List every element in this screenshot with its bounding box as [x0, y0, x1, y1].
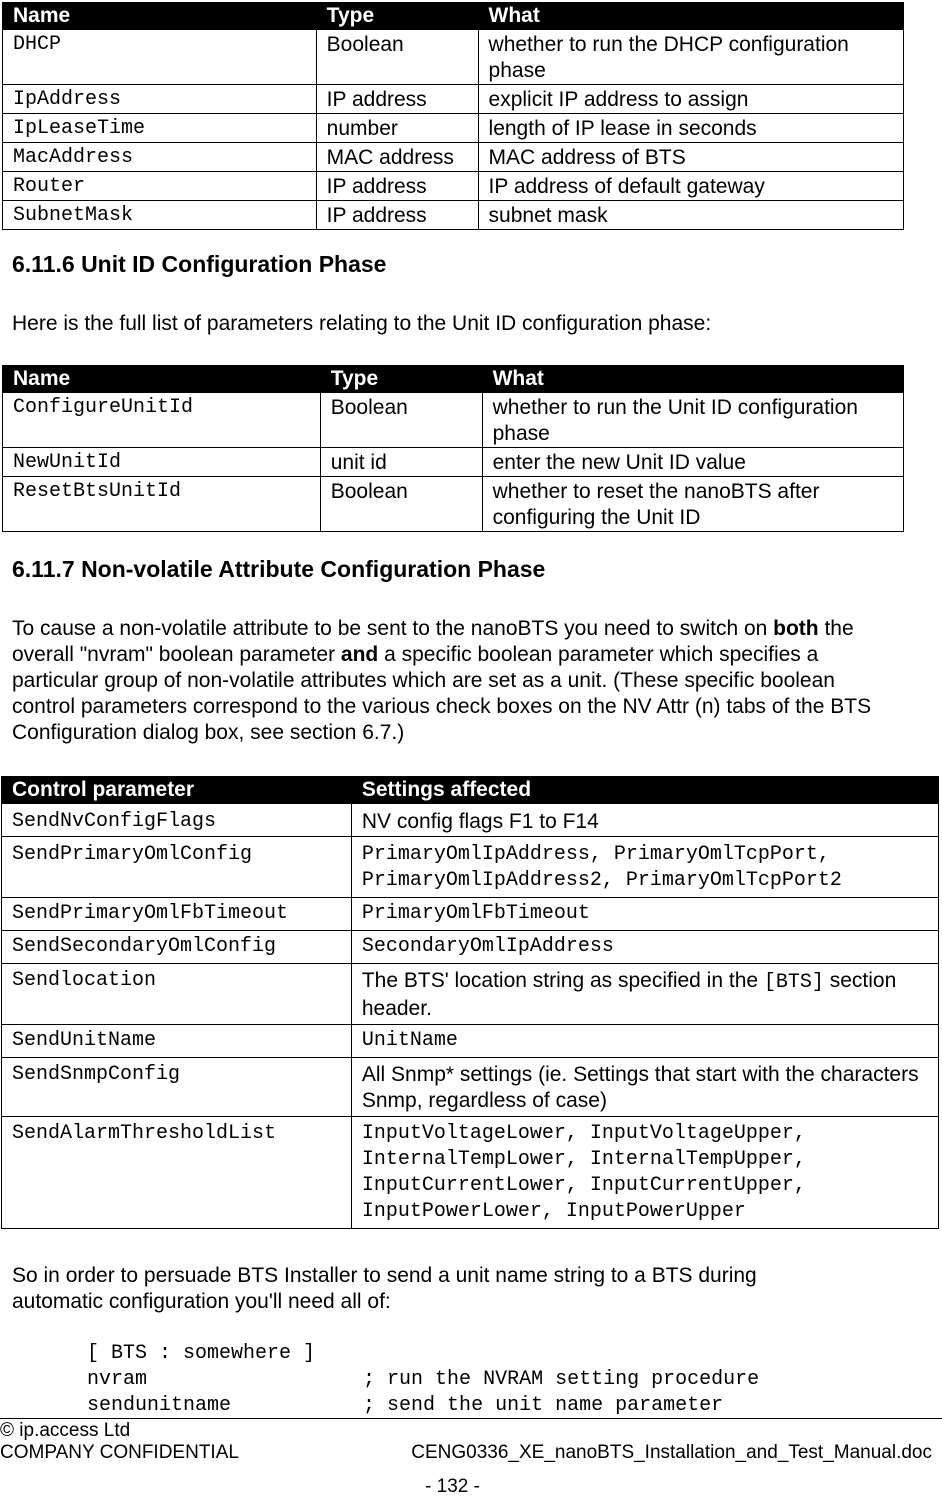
param-name: DHCP	[3, 30, 317, 85]
column-header-name: Name	[3, 366, 321, 393]
control-param: SendAlarmThresholdList	[2, 1117, 352, 1229]
section-heading-nv-attr: 6.11.7 Non-volatile Attribute Configuration Phase	[12, 556, 546, 582]
table-row	[3, 201, 904, 230]
table-row	[3, 85, 904, 114]
table-row	[3, 143, 904, 172]
footer-divider	[0, 1418, 942, 1419]
settings-affected: SecondaryOmlIpAddress	[351, 931, 938, 964]
column-header-type: Type	[316, 3, 478, 30]
settings-affected: All Snmp* settings (ie. Settings that start with the characters Snmp, regardless of case)	[351, 1058, 938, 1117]
control-param: SendUnitName	[2, 1025, 352, 1058]
closing-paragraph: So in order to persuade BTS Installer to send a unit name string to a BTS during automatic configuration you'll need all of:	[12, 1264, 757, 1313]
table-row	[3, 30, 904, 85]
param-name: IpAddress	[3, 85, 317, 114]
section-body-nv-attr	[12, 616, 892, 746]
table-row	[3, 448, 904, 477]
param-name: MacAddress	[3, 143, 317, 172]
param-what: MAC address of BTS	[478, 143, 903, 172]
section-intro-unit-id: Here is the full list of parameters relating to the Unit ID configuration phase:	[12, 312, 712, 335]
text-run: a specific boolean parameter which specifies a particular group of non-volatile attributes which are set as a unit. (These specific boolean control parameters correspond to the various check boxes on the NV Attr (n) tabs of the BTS Configuration dialog box, see section 6.7.)	[12, 643, 872, 744]
table-row	[2, 898, 939, 931]
settings-affected: NV config flags F1 to F14	[351, 804, 938, 837]
param-what: whether to run the DHCP configuration phase	[478, 30, 903, 85]
table-row	[2, 837, 939, 898]
table-row	[2, 1025, 939, 1058]
config-code-line: sendunitname ; send the unit name parameter	[87, 1394, 724, 1417]
param-name: ResetBtsUnitId	[3, 477, 321, 532]
param-what: length of IP lease in seconds	[478, 114, 903, 143]
param-type: IP address	[316, 201, 478, 230]
param-name: Router	[3, 172, 317, 201]
param-what: whether to run the Unit ID configuration phase	[482, 393, 903, 448]
text-run: section header.	[361, 969, 897, 1020]
param-what: explicit IP address to assign	[478, 85, 903, 114]
table-row	[2, 1117, 939, 1229]
footer-copyright: © ip.access Ltd	[0, 1420, 131, 1441]
table-row	[3, 477, 904, 532]
control-param: SendPrimaryOmlConfig	[2, 837, 352, 898]
table-row	[3, 393, 904, 448]
bts-section-code: [BTS]	[763, 971, 824, 994]
control-param: SendNvConfigFlags	[2, 804, 352, 837]
param-type: number	[316, 114, 478, 143]
param-type: Boolean	[320, 477, 482, 532]
param-what: whether to reset the nanoBTS after configuring the Unit ID	[482, 477, 903, 532]
param-type: IP address	[316, 172, 478, 201]
column-header-name: Name	[3, 3, 317, 30]
param-name: IpLeaseTime	[3, 114, 317, 143]
settings-affected: UnitName	[351, 1025, 938, 1058]
config-code-line: nvram ; run the NVRAM setting procedure	[87, 1368, 760, 1391]
control-param: Sendlocation	[2, 964, 352, 1025]
param-what: subnet mask	[478, 201, 903, 230]
section-heading-unit-id: 6.11.6 Unit ID Configuration Phase	[12, 251, 387, 277]
table-header-row	[2, 777, 939, 804]
config-code-line: [ BTS : somewhere ]	[87, 1342, 316, 1365]
footer-confidential: COMPANY CONFIDENTIAL	[0, 1442, 239, 1463]
emphasis-both: both	[773, 617, 819, 640]
param-what: enter the new Unit ID value	[482, 448, 903, 477]
column-header-what: What	[478, 3, 903, 30]
param-type: Boolean	[316, 30, 478, 85]
footer-document-name: CENG0336_XE_nanoBTS_Installation_and_Test_Manual.doc	[411, 1442, 932, 1463]
text-run: the overall "nvram" boolean parameter	[12, 617, 854, 666]
table-row	[2, 931, 939, 964]
param-name: SubnetMask	[3, 201, 317, 230]
page-number: - 132 -	[425, 1476, 480, 1497]
param-name: ConfigureUnitId	[3, 393, 321, 448]
text-run: The BTS' location string as specified in the	[361, 969, 764, 992]
control-param: SendSnmpConfig	[2, 1058, 352, 1117]
text-run: To cause a non-volatile attribute to be sent to the nanoBTS you need to switch on	[12, 617, 774, 640]
column-header-what: What	[482, 366, 903, 393]
dhcp-parameter-table	[2, 2, 904, 230]
table-header-row	[3, 366, 904, 393]
control-param: SendSecondaryOmlConfig	[2, 931, 352, 964]
emphasis-and: and	[340, 643, 379, 666]
param-name: NewUnitId	[3, 448, 321, 477]
control-parameter-table	[1, 776, 939, 1229]
param-what: IP address of default gateway	[478, 172, 903, 201]
table-row	[2, 804, 939, 837]
column-header-settings-affected: Settings affected	[351, 777, 938, 804]
settings-affected: InputVoltageLower, InputVoltageUpper, InternalTempLower, InternalTempUpper, InputCurrentLower, InputCurrentUpper, InputPowerLower, InputPowerUpper	[351, 1117, 938, 1229]
unit-id-parameter-table	[2, 365, 904, 532]
param-type: Boolean	[320, 393, 482, 448]
table-row	[2, 1058, 939, 1117]
column-header-control-parameter: Control parameter	[2, 777, 352, 804]
table-row	[2, 964, 939, 1025]
table-row	[3, 114, 904, 143]
param-type: unit id	[320, 448, 482, 477]
table-header-row	[3, 3, 904, 30]
settings-affected	[351, 964, 938, 1025]
control-param: SendPrimaryOmlFbTimeout	[2, 898, 352, 931]
param-type: IP address	[316, 85, 478, 114]
table-row	[3, 172, 904, 201]
settings-affected: PrimaryOmlIpAddress, PrimaryOmlTcpPort, PrimaryOmlIpAddress2, PrimaryOmlTcpPort2	[351, 837, 938, 898]
column-header-type: Type	[320, 366, 482, 393]
param-type: MAC address	[316, 143, 478, 172]
settings-affected: PrimaryOmlFbTimeout	[351, 898, 938, 931]
